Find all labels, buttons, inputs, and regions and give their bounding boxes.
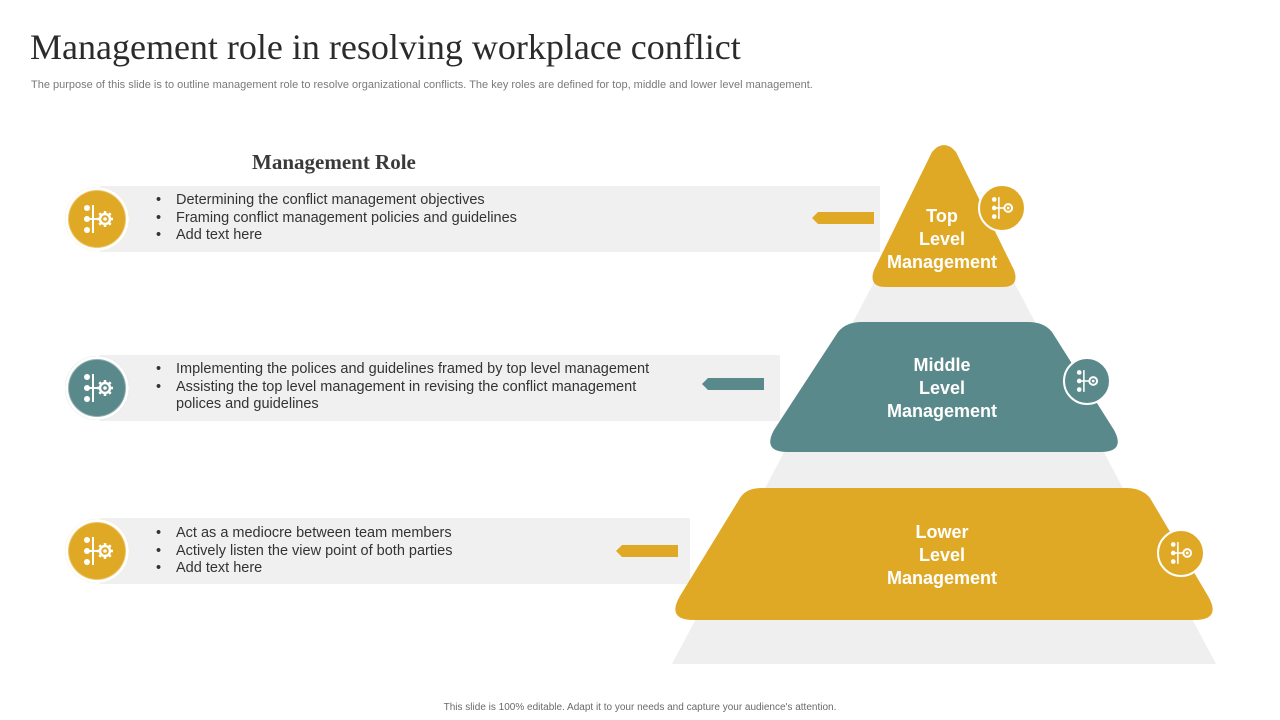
section-heading: Management Role xyxy=(252,150,416,174)
tier-middle-icon xyxy=(1063,357,1111,405)
list-item: • Framing conflict management policies and guidelines xyxy=(156,210,517,228)
footer-note: This slide is 100% editable. Adapt it to your needs and capture your audience's attention. xyxy=(443,702,837,713)
list-item-continuation: polices and guidelines xyxy=(176,396,319,412)
hierarchy-gear-icon xyxy=(988,194,1016,222)
list-item: • Assisting the top level management in revising the conflict management xyxy=(156,379,649,397)
list-item: • Add text here xyxy=(156,227,517,245)
hierarchy-gear-icon xyxy=(1167,539,1195,567)
page-subtitle: The purpose of this slide is to outline management role to resolve organizational conflicts. The key roles are defined for top, middle and lower level management. xyxy=(31,79,813,91)
tier-middle-label: Middle Level Management xyxy=(886,355,998,421)
list-item: • Actively listen the view point of both parties xyxy=(156,543,452,561)
list-item: • Determining the conflict management objectives xyxy=(156,192,517,210)
page-title: Management role in resolving workplace conflict xyxy=(30,27,741,67)
list-item: • Act as a mediocre between team members xyxy=(156,525,452,543)
tier-lower-icon xyxy=(1157,529,1205,577)
tier-lower-label: Lower Level Management xyxy=(886,522,998,588)
hierarchy-gear-icon xyxy=(1073,367,1101,395)
list-item: • Add text here xyxy=(156,560,452,578)
list-item: • Implementing the polices and guidelines framed by top level management xyxy=(156,361,649,379)
tier-top-label: Top Level Management xyxy=(886,206,998,272)
arrow-lower xyxy=(616,545,678,557)
tier-top-icon xyxy=(978,184,1026,232)
arrow-middle xyxy=(702,378,764,390)
